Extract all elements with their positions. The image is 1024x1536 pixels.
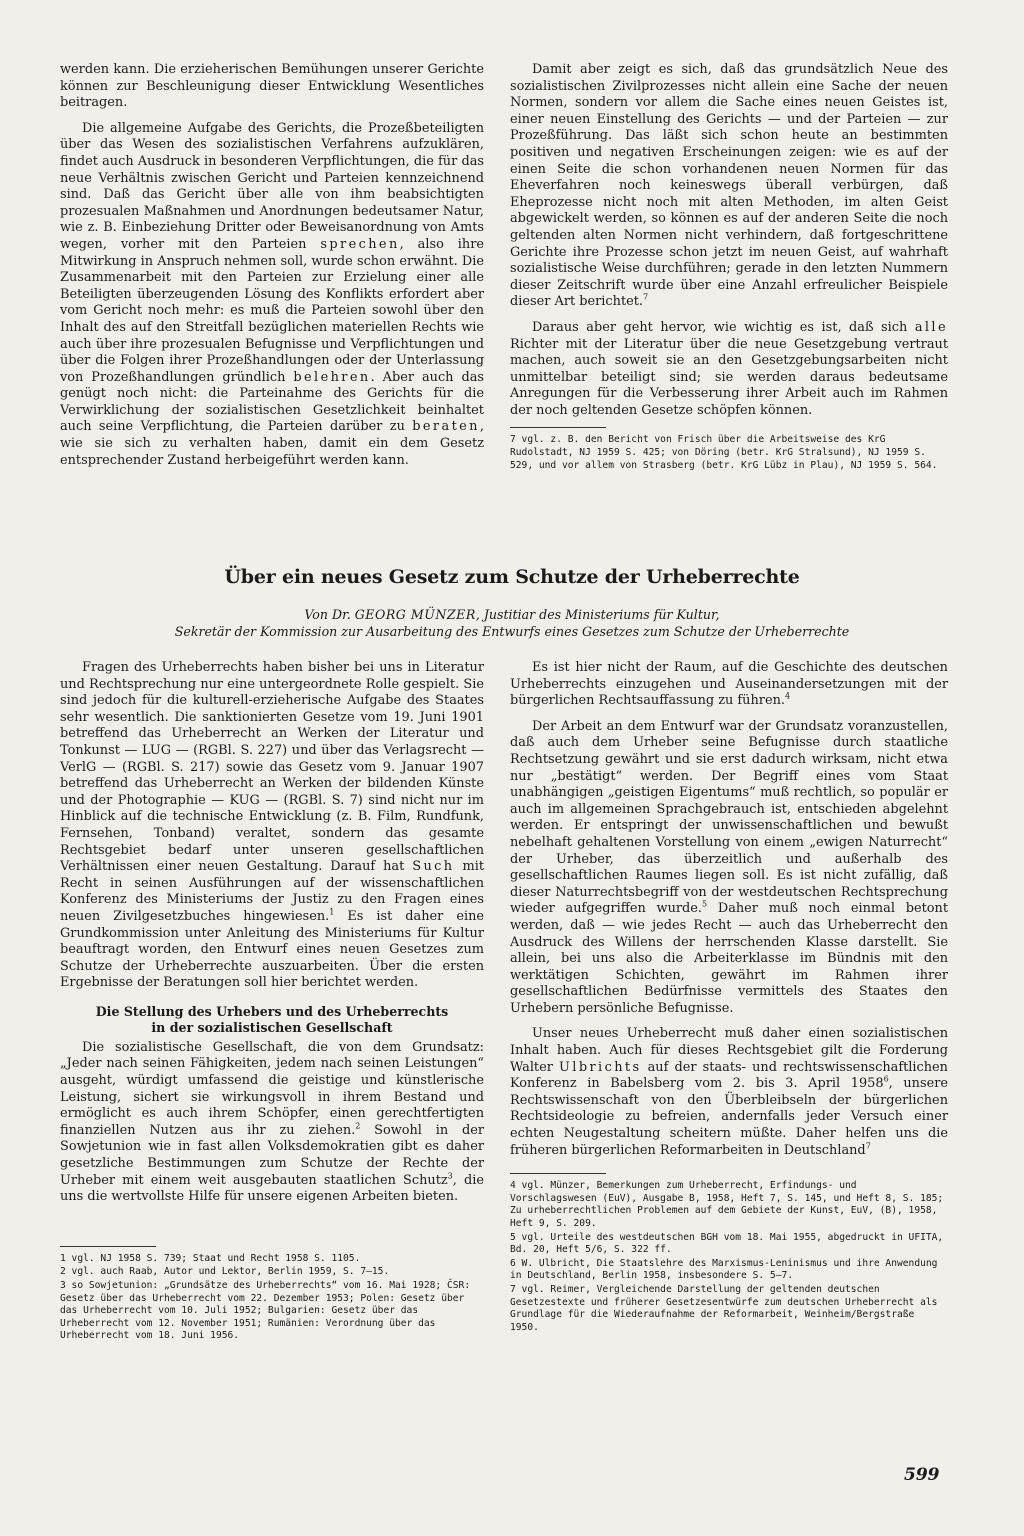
author-line-2: Sekretär der Kommission zur Ausarbeitung des Entwurfs eines Gesetzes zum Schutze der Urheberrechte — [174, 624, 850, 639]
spaced-emphasis: beraten — [412, 419, 480, 435]
footnote-ref: 3 — [447, 1171, 453, 1181]
section-heading: Die Stellung des Urhebers und des Urheberrechts in der sozialistischen Gesellschaft — [95, 1003, 449, 1035]
footnote: 7 vgl. Reimer, Vergleichende Darstellung der geltenden deutschen Gesetzestexte und früherer Gesetzesentwürfe zum deutschen Urheberrecht als Grundlage für die Wiederaufnahme der Reformarbeit, Weinheim/Bergstraße 1950. — [510, 1283, 938, 1333]
paragraph: Daraus aber geht hervor, wie wichtig es ist, daß sich alle Richter mit der Literatur über die neue Gesetzgebung vertraut machen, auch soweit sie an den Gesetzgebungsarbeiten nicht unmittelbar beteiligt sind; sie werden daraus bedeutsame Anregungen für die Verbesserung ihrer Arbeit auch im Rahmen der noch geltenden Gesetze schöpfen können. — [510, 319, 948, 418]
spaced-emphasis: Ulbrichts — [559, 1059, 642, 1075]
footnote: 1 vgl. NJ 1958 S. 739; Staat und Recht 1958 S. 1105. — [60, 1252, 361, 1264]
paragraph: Die allgemeine Aufgabe des Gerichts, die Prozeßbeteiligten über das Wesen des sozialistischen Verfahrens aufzuklären, findet auch Ausdruck in besonderen Verpflichtungen, die für das neue Verhältnis zwischen Gericht und Parteien kennzeichnend sind. Daß das Gericht über alle von ihm beabsichtigten prozesualen Maßnahmen und Anordnungen bedeutsamer Natur, wie z. B. Einbeziehung Dritter oder Beweisanordnung von Amts wegen, vorher mit den Parteien sprechen, also ihre Mitwirkung in Anspruch nehmen soll, wurde schon erwähnt. Die Zusammenarbeit mit den Parteien zur Erzielung einer alle Beteiligten überzeugenden Lösung des Konflikts erfordert aber vom Gericht noch mehr: es muß die Parteien sowohl über den Inhalt des auf den Streitfall bezüglichen materiellen Rechts wie auch über ihre prozesualen Befugnisse und Verpflichtungen und über die Folgen ihrer Prozeßhandlungen oder der Unterlassung von Prozeßhandlungen gründlich belehren. Aber auch das genügt noch nicht: die Parteinahme des Gerichts für die Verwirklichung der sozialistischen Gesetzlichkeit beinhaltet auch seine Verpflichtung, die Parteien darüber zu beraten, wie sie sich zu verhalten haben, damit ein dem Gesetz entsprechender Zustand herbeigeführt werden kann. — [60, 120, 484, 468]
spaced-emphasis: sprechen — [320, 236, 400, 252]
paragraph: Die sozialistische Gesellschaft, die von dem Grundsatz: „Jeder nach seinen Fähigkeiten, jedem nach seinen Leistungen“ ausgeht, würdigt umfassend die geistige und künstlerische Leistung, sichert sie wirkungsvoll in ihrem Bestand und ermöglicht es auch ihrem Schöpfer, einen gerechtfertigten finanziellen Nutzen aus ihr zu ziehen.$^2$ Sowohl in der Sowjetunion wie in fast allen Volksdemokratien gibt es daher gesetzliche Bestimmungen zum Schutze der Rechte der Urheber mit einem weit ausgebauten staatlichen Schutz$^3$, die uns die wertvollste Hilfe für unsere eigenen Arbeiten bieten. — [60, 1039, 484, 1205]
author-byline — [40, 606, 984, 640]
footnote-divider — [510, 427, 606, 428]
paragraph: werden kann. Die erzieherischen Bemühungen unserer Gerichte können zur Beschleunigung dieser Entwicklung Wesentliches beitragen. — [60, 62, 484, 111]
article-left-column — [60, 660, 484, 1343]
footnote: 5 vgl. Urteile des westdeutschen BGH vom 18. Mai 1955, abgedruckt in UFITA, Bd. 20, Heft 5/6, S. 322 ff. — [510, 1231, 944, 1256]
page-number: 599 — [904, 1465, 940, 1485]
spaced-emphasis: belehren — [293, 369, 371, 385]
paragraph: Damit aber zeigt es sich, daß das grundsätzlich Neue des sozialistischen Zivilprozesses nicht allein eine Sache der neuen Normen, sondern vor allem die Sache eines neuen Geistes ist, einer neuen Einstellung des Gerichts — und der Parteien — zur Prozeßführung. Das läßt sich schon heute an bestimmten positiven und negativen Erscheinungen zeigen: wie es auf der einen Seite die schon vorhandenen neuen Normen für das Eheverfahren noch keineswegs überall verbürgen, daß Eheprozesse nicht noch mit alten Methoden, im alten Geist abgewickelt werden, so können es auf der anderen Seite die noch geltenden alten Normen nicht verhindern, daß fortgeschrittene Gerichte ihre Prozesse schon jetzt im neuen Geist, auf wahrhaft sozialistische Weise durchführen; gerade in den letzten Nummern dieser Zeitschrift wurde über eine Anzahl erfreulicher Beispiele dieser Art berichtet.$^7$ — [510, 62, 948, 310]
spaced-emphasis: Such — [412, 859, 455, 875]
paragraph: Fragen des Urheberrechts haben bisher bei uns in Literatur und Rechtsprechung nur eine untergeordnete Rolle gespielt. Sie sind jedoch für die kulturell-erzieherische Aufgabe des Staates sehr wesentlich. Die sanktionierten Gesetze vom 19. Juni 1901 betreffend das Urheberrecht an Werken der Literatur und Tonkunst — LUG — (RGBl. S. 227) und über das Verlagsrecht — VerlG — (RGBl. S. 217) sowie das Gesetz vom 9. Januar 1907 betreffend das Urheberrecht an Werken der bildenden Künste und der Photographie — KUG — (RGBl. S. 7) sind nicht nur im Hinblick auf die technische Entwicklung (z. B. Film, Rundfunk, Fernsehen, Tonband) veraltet, sondern das gesamte Rechtsgebiet bedarf unter unseren gesellschaftlichen Verhältnissen einer neuen Gestaltung. Darauf hat Such mit Recht in seinen Ausführungen auf der wissenschaftlichen Konferenz des Ministeriums der Justiz zu den Fragen eines neuen Zivilgesetzbuches hingewiesen.$^1$ Es ist daher eine Grundkommission unter Anleitung des Ministeriums für Kultur beauftragt worden, den Entwurf eines neuen Gesetzes zum Schutze der Urheberrechte auszuarbeiten. Über die ersten Ergebnisse der Beratungen soll hier berichtet werden. — [60, 660, 484, 991]
paragraph: Es ist hier nicht der Raum, auf die Geschichte des deutschen Urheberrechts einzugehen und Auseinandersetzungen mit der bürgerlichen Rechtsauffassung zu führen.$^4$ — [510, 660, 948, 709]
footnote: 3 so Sowjetunion: „Grundsätze des Urheberrechts“ vom 16. Mai 1928; ČSR: Gesetz über das Urheberrecht vom 22. Dezember 1953; Polen: Gesetz über das Urheberrecht vom 10. Juli 1952; Bulgarien: Gesetz über das Urheberrecht vom 12. November 1951; Rumänien: Verordnung über das Urheberrecht vom 18. Juni 1956. — [60, 1280, 471, 1342]
footnote-ref: 4 — [784, 691, 791, 701]
article-title: Über ein neues Gesetz zum Schutze der Urheberrechte — [224, 566, 800, 588]
footnote-divider — [60, 1246, 156, 1247]
footnote: 7 vgl. z. B. den Bericht von Frisch über die Arbeitsweise des KrG Rudolstadt, NJ 1959 S. 425; von Döring (betr. KrG Stralsund), NJ 1959 S. 529, und vor allem von Strasberg (betr. KrG Lübz in Plau), NJ 1959 S. 564. — [510, 434, 938, 471]
author-name: GEORG MÜNZER — [354, 607, 476, 622]
article-right-column — [510, 660, 948, 1334]
author-line-1: Von Dr. GEORG MÜNZER, Justitiar des Ministeriums für Kultur, — [304, 607, 720, 622]
footnote-ref: 7 — [865, 1141, 871, 1151]
spaced-emphasis: alle — [914, 319, 948, 335]
footnote-ref: 7 — [643, 293, 649, 303]
footnote-divider — [510, 1173, 606, 1174]
continuation-left-column — [60, 62, 484, 469]
footnote-ref: 1 — [329, 907, 335, 917]
footnote: 4 vgl. Münzer, Bemerkungen zum Urheberrecht, Erfindungs- und Vorschlagswesen (EuV), Ausgabe B, 1958, Heft 7, S. 145, und Heft 8, S. 185; Zu urheberrechtlichen Problemen auf dem Gebiete der Kunst, EuV, (B), 1958, Heft 9, S. 209. — [510, 1180, 944, 1229]
footnote-ref: 5 — [702, 900, 708, 910]
paragraph: Unser neues Urheberrecht muß daher einen sozialistischen Inhalt haben. Auch für dieses Rechtsgebiet gilt die Forderung Walter Ulbrichts auf der staats- und rechtswissenschaftlichen Konferenz in Babelsberg vom 2. bis 3. April 1958$^6$, unsere Rechtswissenschaft von den Überbleibseln der bürgerlichen Rechtsideologie zu befreien, andernfalls jeder Versuch einer echten Neugestaltung scheitern müßte. Daher helfen uns die früheren bürgerlichen Reformarbeiten in Deutschland$^7$ — [510, 1026, 948, 1158]
paragraph: Der Arbeit an dem Entwurf war der Grundsatz voranzustellen, daß auch dem Urheber seine Befugnisse durch staatliche Rechtsetzung gewährt und sie erst dadurch wirksam, nicht etwa nur „bestätigt“ werden. Der Begriff eines vom Staat unabhängigen „geistigen Eigentums“ muß rechtlich, so populär er auch im allgemeinen Sprachgebrauch ist, entschieden abgelehnt werden. Er entspringt der unwissenschaftlichen und bewußt nebelhaft gehaltenen Vorstellung von einem „ewigen Naturrecht“ der Urheber, das überzeitlich und außerhalb des gesellschaftlichen Raumes liegen soll. Es ist nicht zufällig, daß dieser Naturrechtsbegriff von der westdeutschen Rechtsprechung wieder aufgegriffen wurde.$^5$ Daher muß noch einmal betont werden, daß — wie jedes Recht — auch das Urheberrecht den Ausdruck des Willens der herrschenden Klasse darstellt. Sie allein, bei uns also die Arbeiterklasse im Bündnis mit den werktätigen Schichten, gewährt im Rahmen ihrer gesellschaftlichen Bedürfnisse vermittels des Staates den Urhebern persönliche Befugnisse. — [510, 718, 948, 1016]
continuation-right-column — [510, 62, 948, 472]
footnote: 2 vgl. auch Raab, Autor und Lektor, Berlin 1959, S. 7–15. — [60, 1266, 390, 1278]
footnote: 6 W. Ulbricht, Die Staatslehre des Marxismus-Leninismus und ihre Anwendung in Deutschland, Berlin 1958, insbesondere S. 5–7. — [510, 1257, 938, 1282]
footnote-ref: 2 — [355, 1121, 361, 1131]
footnote-ref: 6 — [883, 1074, 889, 1084]
